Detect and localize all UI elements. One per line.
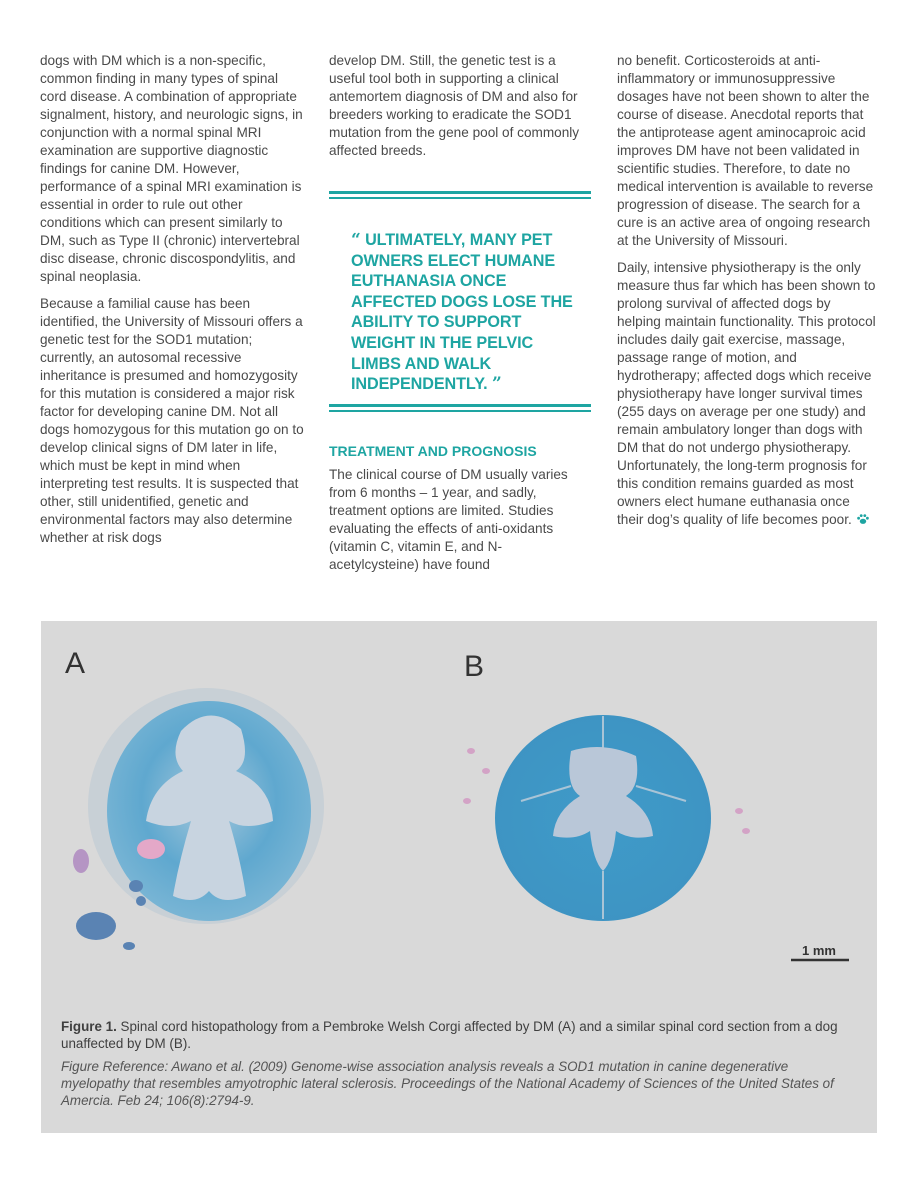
pull-quote: [351, 230, 587, 395]
paragraph-text: Daily, intensive physiotherapy is the only measure thus far which has been shown to prolong survival of affected dogs by helping maintain functionality. This protocol includes daily gait exercise, massage, passage range of motion, and hydrotherapy; affected dogs which receive physiotherapy have longer survival times (255 days on average per one study) and remain ambulatory longer than dogs with DM that do not undergo physiotherapy. Unfortunately, the long-term prognosis for this condition remains guarded as most owners elect humane euthanasia once their dog’s quality of life becomes poor.: [617, 260, 876, 527]
paragraph: no benefit. Corticosteroids at anti-inflammatory or immunosuppressive dosages have not been shown to alter the course of disease. Anecdotal reports that the antiprotease agent aminocaproic acid improves DM have not been validated in scientific studies. Therefore, to date no medical intervention is available to reverse progression of disease. The search for a cure is an active area of ongoing research at the University of Missouri.: [617, 53, 874, 248]
column-1: [40, 52, 304, 556]
section-a: [73, 688, 324, 950]
paragraph: The clinical course of DM usually varies from 6 months – 1 year, and sadly, treatment options are limited. Studies evaluating the effects of anti-oxidants (vitamin C, vitamin E, and N-acetylcysteine) have found: [329, 467, 568, 572]
section-heading: TREATMENT AND PROGNOSIS: [329, 443, 537, 459]
figure: [41, 621, 877, 1133]
label-a: A: [65, 647, 86, 680]
label-b: B: [464, 650, 485, 683]
figure-caption: [61, 1018, 851, 1115]
column-2-lower: [329, 466, 591, 583]
paragraph: dogs with DM which is a non-specific, common finding in many types of spinal cord disease. A combination of appropriate signalment, history, and neurologic signs, in conjunction with a normal spinal MRI examination are supportive diagnostic findings for canine DM. However, performance of a spinal MRI examination is essential in order to rule out other conditions which can present similarly to DM, such as Type II (chronic) intervertebral disc disease, chronic discospondylitis, and spinal neoplasia.: [40, 53, 303, 284]
paragraph: Because a familial cause has been identified, the University of Missouri offers a genetic test for the SOD1 mutation; currently, an autosomal recessive inheritance is presumed and homozygosity for this mutation is considered a major risk factor for developing canine DM. Not all dogs homozygous for this mutation go on to develop clinical signs of DM later in life, which must be kept in mind when interpreting test results. It is suspected that other, still unidentified, genetic and environmental factors may also determine whether at risk dogs: [40, 296, 304, 545]
paragraph: [617, 259, 877, 529]
pull-quote-top-rule: [329, 191, 591, 199]
caption-text: Spinal cord histopathology from a Pembroke Welsh Corgi affected by DM (A) and a similar spinal cord section from a dog unaffected by DM (B).: [61, 1019, 838, 1051]
paw-icon: [856, 513, 870, 525]
pull-quote-bottom-rule: [329, 404, 591, 412]
close-quote-icon: ”: [491, 374, 502, 395]
column-3: [617, 52, 877, 538]
figure-reference: Figure Reference: Awano et al. (2009) Genome-wise association analysis reveals a SOD1 mutation in canine degenerative myelopathy that resembles amyotrophic lateral sclerosis. Proceedings of the National Academy of Sciences of the United States of Amercia. Feb 24; 106(8):2794-9.: [61, 1059, 834, 1108]
open-quote-icon: “: [351, 230, 361, 250]
pull-quote-text: ULTIMATELY, MANY PET OWNERS ELECT HUMANE EUTHANASIA ONCE AFFECTED DOGS LOSE THE ABILITY TO SUPPORT WEIGHT IN THE PELVIC LIMBS AND WALK INDEPENDENTLY.: [351, 231, 573, 394]
caption-label: Figure 1.: [61, 1019, 117, 1034]
section-b: [463, 715, 750, 921]
histology-image: [41, 621, 877, 1011]
column-2: [329, 52, 591, 169]
scale-bar-label: 1 mm: [802, 943, 836, 958]
paragraph: develop DM. Still, the genetic test is a useful tool both in supporting a clinical antemortem diagnosis of DM and also for breeders working to eradicate the SOD1 mutation from the gene pool of commonly affected breeds.: [329, 53, 580, 158]
